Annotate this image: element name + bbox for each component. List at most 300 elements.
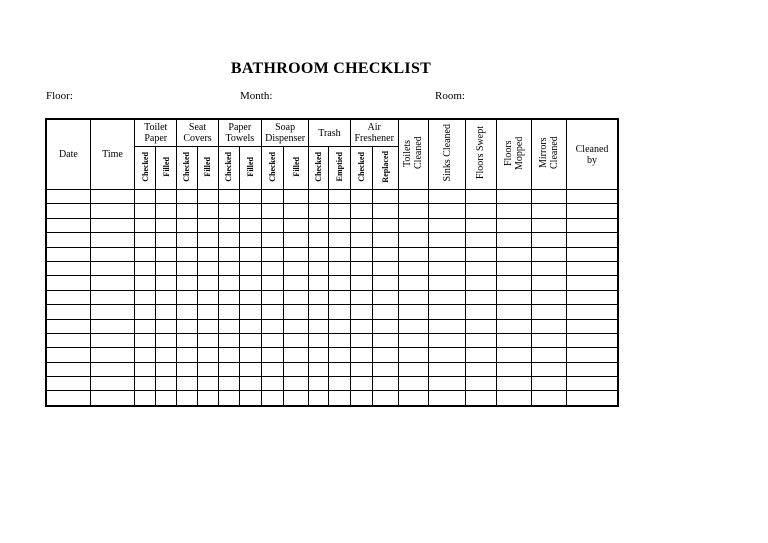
table-cell[interactable] [239,276,261,290]
table-cell[interactable] [372,261,398,275]
table-cell[interactable] [261,319,283,333]
table-cell[interactable] [372,276,398,290]
table-cell[interactable] [309,261,329,275]
table-cell[interactable] [135,190,156,204]
table-cell[interactable] [46,305,90,319]
table-cell[interactable] [309,348,329,362]
table-cell[interactable] [46,290,90,304]
table-cell[interactable] [466,305,496,319]
table-cell[interactable] [531,377,566,391]
table-cell[interactable] [372,348,398,362]
table-cell[interactable] [466,233,496,247]
table-cell[interactable] [197,305,218,319]
table-cell[interactable] [284,362,309,376]
table-cell[interactable] [90,305,134,319]
table-cell[interactable] [261,290,283,304]
table-cell[interactable] [309,305,329,319]
table-cell[interactable] [567,204,618,218]
table-cell[interactable] [350,333,372,347]
table-cell[interactable] [350,319,372,333]
table-cell[interactable] [531,261,566,275]
table-cell[interactable] [329,276,350,290]
table-cell[interactable] [197,190,218,204]
table-cell[interactable] [135,391,156,406]
table-cell[interactable] [531,305,566,319]
table-cell[interactable] [531,391,566,406]
table-cell[interactable] [197,290,218,304]
table-cell[interactable] [90,218,134,232]
table-cell[interactable] [372,391,398,406]
table-cell[interactable] [177,362,197,376]
table-cell[interactable] [429,377,466,391]
table-cell[interactable] [177,305,197,319]
table-cell[interactable] [429,261,466,275]
table-cell[interactable] [239,377,261,391]
table-cell[interactable] [156,362,177,376]
table-cell[interactable] [90,290,134,304]
table-cell[interactable] [177,190,197,204]
table-cell[interactable] [261,305,283,319]
table-cell[interactable] [466,247,496,261]
table-cell[interactable] [496,218,531,232]
table-cell[interactable] [197,261,218,275]
table-cell[interactable] [496,233,531,247]
table-cell[interactable] [177,391,197,406]
table-cell[interactable] [350,362,372,376]
table-cell[interactable] [46,233,90,247]
table-cell[interactable] [429,305,466,319]
table-cell[interactable] [372,305,398,319]
table-cell[interactable] [197,377,218,391]
table-cell[interactable] [567,218,618,232]
table-cell[interactable] [398,319,428,333]
table-cell[interactable] [156,233,177,247]
table-cell[interactable] [496,276,531,290]
table-cell[interactable] [197,319,218,333]
table-cell[interactable] [156,333,177,347]
table-cell[interactable] [429,391,466,406]
table-cell[interactable] [156,305,177,319]
table-cell[interactable] [261,247,283,261]
table-cell[interactable] [197,247,218,261]
table-cell[interactable] [218,305,239,319]
table-cell[interactable] [197,276,218,290]
table-cell[interactable] [177,204,197,218]
table-cell[interactable] [309,218,329,232]
table-cell[interactable] [531,362,566,376]
table-cell[interactable] [135,204,156,218]
table-cell[interactable] [329,233,350,247]
table-cell[interactable] [567,391,618,406]
table-cell[interactable] [239,333,261,347]
table-cell[interactable] [531,218,566,232]
table-cell[interactable] [239,204,261,218]
table-cell[interactable] [177,377,197,391]
table-cell[interactable] [531,204,566,218]
table-cell[interactable] [329,348,350,362]
table-cell[interactable] [218,290,239,304]
table-cell[interactable] [177,247,197,261]
table-cell[interactable] [429,319,466,333]
table-cell[interactable] [531,348,566,362]
table-cell[interactable] [429,247,466,261]
table-cell[interactable] [261,190,283,204]
table-cell[interactable] [90,233,134,247]
table-cell[interactable] [135,290,156,304]
table-cell[interactable] [531,333,566,347]
table-cell[interactable] [218,362,239,376]
table-cell[interactable] [350,290,372,304]
table-cell[interactable] [329,377,350,391]
table-cell[interactable] [46,333,90,347]
table-cell[interactable] [46,190,90,204]
table-cell[interactable] [398,290,428,304]
table-cell[interactable] [177,290,197,304]
table-cell[interactable] [156,247,177,261]
table-cell[interactable] [239,362,261,376]
table-cell[interactable] [466,218,496,232]
table-cell[interactable] [284,333,309,347]
table-cell[interactable] [309,233,329,247]
table-cell[interactable] [90,204,134,218]
table-cell[interactable] [350,276,372,290]
table-cell[interactable] [466,204,496,218]
table-cell[interactable] [567,190,618,204]
table-cell[interactable] [496,319,531,333]
table-cell[interactable] [398,247,428,261]
table-cell[interactable] [329,247,350,261]
table-cell[interactable] [239,319,261,333]
table-cell[interactable] [90,377,134,391]
table-cell[interactable] [284,305,309,319]
table-cell[interactable] [350,377,372,391]
table-cell[interactable] [466,362,496,376]
table-cell[interactable] [135,319,156,333]
table-cell[interactable] [284,218,309,232]
table-cell[interactable] [46,261,90,275]
table-cell[interactable] [429,190,466,204]
table-cell[interactable] [90,247,134,261]
table-cell[interactable] [284,276,309,290]
table-cell[interactable] [496,391,531,406]
table-cell[interactable] [46,348,90,362]
table-cell[interactable] [398,348,428,362]
table-cell[interactable] [350,204,372,218]
table-cell[interactable] [496,305,531,319]
table-cell[interactable] [90,319,134,333]
table-cell[interactable] [496,377,531,391]
table-cell[interactable] [177,333,197,347]
table-cell[interactable] [466,290,496,304]
table-cell[interactable] [284,261,309,275]
table-cell[interactable] [496,333,531,347]
table-cell[interactable] [135,233,156,247]
table-cell[interactable] [135,305,156,319]
table-cell[interactable] [46,276,90,290]
table-cell[interactable] [261,276,283,290]
table-cell[interactable] [398,261,428,275]
table-cell[interactable] [429,276,466,290]
table-cell[interactable] [261,362,283,376]
table-cell[interactable] [350,348,372,362]
table-cell[interactable] [90,190,134,204]
table-cell[interactable] [398,233,428,247]
table-cell[interactable] [239,305,261,319]
table-cell[interactable] [309,204,329,218]
table-cell[interactable] [329,261,350,275]
table-cell[interactable] [466,391,496,406]
table-cell[interactable] [466,261,496,275]
table-cell[interactable] [90,333,134,347]
table-cell[interactable] [46,391,90,406]
table-cell[interactable] [261,333,283,347]
table-cell[interactable] [197,204,218,218]
table-cell[interactable] [531,247,566,261]
table-cell[interactable] [496,362,531,376]
table-cell[interactable] [177,276,197,290]
table-cell[interactable] [309,362,329,376]
table-cell[interactable] [90,391,134,406]
table-cell[interactable] [567,261,618,275]
table-cell[interactable] [284,233,309,247]
table-cell[interactable] [429,218,466,232]
table-cell[interactable] [567,319,618,333]
table-cell[interactable] [218,319,239,333]
table-cell[interactable] [135,348,156,362]
table-cell[interactable] [567,333,618,347]
table-cell[interactable] [46,218,90,232]
table-cell[interactable] [218,233,239,247]
table-cell[interactable] [309,276,329,290]
table-cell[interactable] [135,247,156,261]
table-cell[interactable] [156,218,177,232]
table-cell[interactable] [197,233,218,247]
table-cell[interactable] [496,290,531,304]
table-cell[interactable] [46,204,90,218]
table-cell[interactable] [531,276,566,290]
table-cell[interactable] [350,391,372,406]
table-cell[interactable] [329,305,350,319]
table-cell[interactable] [429,333,466,347]
table-cell[interactable] [309,247,329,261]
table-cell[interactable] [284,204,309,218]
table-cell[interactable] [156,204,177,218]
table-cell[interactable] [261,391,283,406]
table-cell[interactable] [466,190,496,204]
table-cell[interactable] [218,348,239,362]
table-cell[interactable] [239,290,261,304]
table-cell[interactable] [429,204,466,218]
table-cell[interactable] [466,276,496,290]
table-cell[interactable] [567,247,618,261]
table-cell[interactable] [329,218,350,232]
table-cell[interactable] [309,391,329,406]
table-cell[interactable] [261,233,283,247]
table-cell[interactable] [46,377,90,391]
table-cell[interactable] [218,377,239,391]
table-cell[interactable] [197,333,218,347]
table-cell[interactable] [309,290,329,304]
table-cell[interactable] [261,218,283,232]
table-cell[interactable] [90,276,134,290]
table-cell[interactable] [261,377,283,391]
table-cell[interactable] [197,391,218,406]
table-cell[interactable] [350,233,372,247]
table-cell[interactable] [372,190,398,204]
table-cell[interactable] [135,218,156,232]
table-cell[interactable] [496,190,531,204]
table-cell[interactable] [46,247,90,261]
table-cell[interactable] [429,290,466,304]
table-cell[interactable] [466,377,496,391]
table-cell[interactable] [398,190,428,204]
table-cell[interactable] [309,319,329,333]
table-cell[interactable] [218,218,239,232]
table-cell[interactable] [284,377,309,391]
table-cell[interactable] [239,190,261,204]
table-cell[interactable] [177,319,197,333]
table-cell[interactable] [496,348,531,362]
table-cell[interactable] [398,391,428,406]
table-cell[interactable] [398,276,428,290]
table-cell[interactable] [429,348,466,362]
table-cell[interactable] [239,247,261,261]
table-cell[interactable] [567,362,618,376]
table-cell[interactable] [156,190,177,204]
table-cell[interactable] [531,319,566,333]
table-cell[interactable] [567,377,618,391]
table-cell[interactable] [284,290,309,304]
table-cell[interactable] [398,362,428,376]
table-cell[interactable] [567,233,618,247]
table-cell[interactable] [177,261,197,275]
table-cell[interactable] [372,319,398,333]
table-cell[interactable] [398,377,428,391]
table-cell[interactable] [135,276,156,290]
table-cell[interactable] [284,190,309,204]
table-cell[interactable] [197,362,218,376]
table-cell[interactable] [398,204,428,218]
table-cell[interactable] [329,362,350,376]
table-cell[interactable] [284,319,309,333]
table-cell[interactable] [372,204,398,218]
table-cell[interactable] [309,333,329,347]
table-cell[interactable] [135,333,156,347]
table-cell[interactable] [135,362,156,376]
table-cell[interactable] [261,204,283,218]
table-cell[interactable] [329,319,350,333]
table-cell[interactable] [135,261,156,275]
table-cell[interactable] [156,319,177,333]
table-cell[interactable] [177,233,197,247]
table-cell[interactable] [372,218,398,232]
table-cell[interactable] [372,377,398,391]
table-cell[interactable] [156,261,177,275]
table-cell[interactable] [135,377,156,391]
table-cell[interactable] [398,333,428,347]
table-cell[interactable] [197,348,218,362]
table-cell[interactable] [218,261,239,275]
table-cell[interactable] [218,247,239,261]
table-cell[interactable] [329,391,350,406]
table-cell[interactable] [239,348,261,362]
table-cell[interactable] [90,362,134,376]
table-cell[interactable] [567,276,618,290]
table-cell[interactable] [156,290,177,304]
table-cell[interactable] [156,348,177,362]
table-cell[interactable] [309,377,329,391]
table-cell[interactable] [46,362,90,376]
table-cell[interactable] [261,348,283,362]
table-cell[interactable] [239,233,261,247]
table-cell[interactable] [284,391,309,406]
table-cell[interactable] [218,276,239,290]
table-cell[interactable] [466,333,496,347]
table-cell[interactable] [90,261,134,275]
table-cell[interactable] [429,233,466,247]
table-cell[interactable] [284,247,309,261]
table-cell[interactable] [156,377,177,391]
table-cell[interactable] [218,391,239,406]
table-cell[interactable] [309,190,329,204]
table-cell[interactable] [372,362,398,376]
table-cell[interactable] [239,261,261,275]
table-cell[interactable] [496,247,531,261]
table-cell[interactable] [531,233,566,247]
table-cell[interactable] [567,290,618,304]
table-cell[interactable] [350,190,372,204]
table-cell[interactable] [567,348,618,362]
table-cell[interactable] [218,190,239,204]
table-cell[interactable] [177,218,197,232]
table-cell[interactable] [329,190,350,204]
table-cell[interactable] [350,305,372,319]
table-cell[interactable] [350,247,372,261]
table-cell[interactable] [261,261,283,275]
table-cell[interactable] [372,290,398,304]
table-cell[interactable] [466,319,496,333]
table-cell[interactable] [567,305,618,319]
table-cell[interactable] [197,218,218,232]
table-cell[interactable] [350,218,372,232]
table-cell[interactable] [466,348,496,362]
table-cell[interactable] [350,261,372,275]
table-cell[interactable] [398,305,428,319]
table-cell[interactable] [218,204,239,218]
table-cell[interactable] [329,290,350,304]
table-cell[interactable] [90,348,134,362]
table-cell[interactable] [218,333,239,347]
table-cell[interactable] [372,233,398,247]
table-cell[interactable] [156,391,177,406]
table-cell[interactable] [531,190,566,204]
table-cell[interactable] [372,247,398,261]
table-cell[interactable] [372,333,398,347]
table-cell[interactable] [496,261,531,275]
table-cell[interactable] [496,204,531,218]
table-cell[interactable] [239,218,261,232]
table-cell[interactable] [531,290,566,304]
table-cell[interactable] [429,362,466,376]
table-cell[interactable] [398,218,428,232]
table-cell[interactable] [329,204,350,218]
table-cell[interactable] [239,391,261,406]
table-cell[interactable] [156,276,177,290]
table-cell[interactable] [284,348,309,362]
table-cell[interactable] [46,319,90,333]
table-cell[interactable] [329,333,350,347]
table-cell[interactable] [177,348,197,362]
